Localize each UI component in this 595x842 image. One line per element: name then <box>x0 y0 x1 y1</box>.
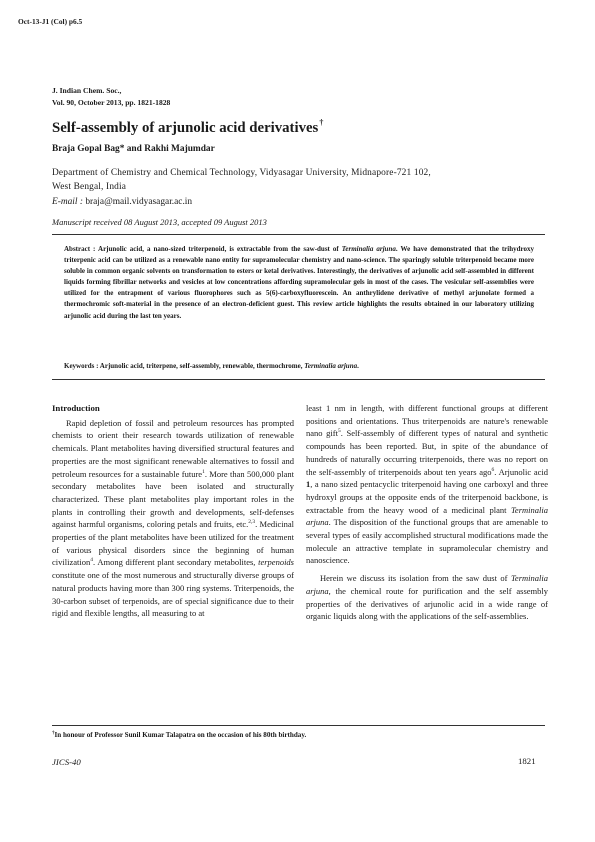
keywords-label: Keywords : <box>64 362 99 370</box>
email-address[interactable]: braja@mail.vidyasagar.ac.in <box>85 197 193 207</box>
keywords-text: Arjunolic acid, triterpene, self-assembly, renewable, thermochrome, <box>98 362 305 370</box>
keywords-species: Terminalia arjuna <box>304 362 358 370</box>
affiliation-line-2: West Bengal, India <box>52 182 127 192</box>
text-run: . Arjunolic acid <box>494 466 549 477</box>
term-terpenoids: terpenoids <box>258 557 294 568</box>
keywords <box>64 361 534 372</box>
footnote-dagger: † <box>52 731 55 736</box>
journal-volume: Vol. 90, October 2013, pp. 1821-1828 <box>52 97 171 107</box>
text-run: Herein we discuss its isolation from the saw dust of <box>320 573 511 584</box>
title-text: Self-assembly of arjunolic acid derivatives <box>52 120 319 136</box>
species-name: Terminalia arjuna <box>306 573 548 596</box>
affiliation <box>52 166 552 194</box>
species-name: Terminalia arjuna <box>306 504 548 528</box>
intro-paragraph-2 <box>306 572 548 623</box>
citation-ref: 4 <box>90 557 93 564</box>
citation-ref: 2,3 <box>248 519 256 526</box>
text-run: . Self-assembly of different types of natural and synthetic compounds has been reported. But, in spite of the abundance of hundreds of naturally occurring triterpenoids, there was no report on the self-assembly of triterpenoids about ten years ago <box>306 428 548 477</box>
intro-paragraph-1 <box>52 417 294 620</box>
text-run: Rapid depletion of fossil and petroleum resources has prompted chemists to orient their research towards utilization of renewable chemicals. Plant metabolites having diversified structural features and properties are the most significant renewable alternatives to fossil and petroleum resources for a sustainable future <box>52 417 294 479</box>
text-run: , the chemical route for purification and the self assembly properties of the derivatives of arjunolic acid in a wide range of organic liquids along with the applications of the self-assemblies. <box>306 585 548 622</box>
footnote-divider <box>52 725 545 726</box>
journal-citation <box>52 85 170 108</box>
text-run: . Medicinal properties of the plant metabolites have been utilized for the treatment of various physical disorders since the beginning of human civilization <box>52 519 295 568</box>
abstract-species: Terminalia arjuna <box>341 245 396 253</box>
journal-name: J. Indian Chem. Soc., <box>52 86 122 95</box>
compound-number: 1 <box>306 479 311 490</box>
abstract <box>64 244 534 322</box>
abstract-text-a: Arjunolic acid, a nano-sized triterpenoid, is extractable from the saw-dust of <box>95 245 342 253</box>
left-column <box>52 402 294 620</box>
affiliation-line-1: Department of Chemistry and Chemical Technology, Vidyasagar University, Midnapore-721 102, <box>52 168 431 178</box>
page-number: 1821 <box>518 756 536 766</box>
text-run: . Among different plant secondary metabolites, <box>93 557 259 568</box>
email-line <box>52 197 192 207</box>
text-run: . The disposition of the functional groups that are amenable to several types of easily accomplished structural modifications made the molecule an attractive template in supramolecular chemistry and nanoscience. <box>306 517 548 566</box>
text-run: constitute one of the most numerous and structurally diverse groups of natural products having more than 300 ring systems. Triterpenoids, the 30-carbon subset of terpenoids, are of special significance due to their rigid and flexible lengths, all measuring to at <box>52 570 294 619</box>
print-slug: Oct-13-J1 (Col) p6.5 <box>18 17 83 26</box>
text-run: . More than 500,000 plant secondary metabolites have been isolated and structurally characterized. These plant metabolites play important roles in the plants in controlling their growth and developments, self-defenses against harmful organisms, coloring petals and fruits, etc. <box>52 468 294 530</box>
authors: Braja Gopal Bag* and Rakhi Majumdar <box>52 144 215 154</box>
manuscript-dates: Manuscript received 08 August 2013, accepted 09 August 2013 <box>52 217 267 227</box>
citation-ref: 6 <box>491 466 495 473</box>
keywords-end: . <box>357 362 359 370</box>
journal-abbreviation: JICS-40 <box>52 757 81 767</box>
intro-paragraph-1-continued <box>306 402 548 567</box>
citation-ref: 5 <box>337 428 341 435</box>
title-dagger: † <box>319 118 324 127</box>
abstract-box <box>52 234 545 380</box>
citation-ref: 1 <box>202 468 205 475</box>
article-title <box>52 120 323 137</box>
section-heading-introduction: Introduction <box>52 403 100 413</box>
text-run: , a nano sized pentacyclic triterpenoid having one carboxyl and three hydroxyl groups at the opposite ends of the triterpenoid backbone, is extractable from the heavy wood of a medicinal plant <box>306 479 548 515</box>
footnote-text: In honour of Professor Sunil Kumar Talapatra on the occasion of his 80th birthday. <box>54 731 307 739</box>
text-run: least 1 nm in length, with different functional groups at different positions and orientations. Thus triterpenoids are nature's renewable nano gift <box>306 403 548 439</box>
footnote <box>52 731 306 739</box>
abstract-text-b: . We have demonstrated that the trihydroxy triterpenic acid can be utilized as a renewable nano entity for supramolecular chemistry and nano-science. The sparingly soluble triterpenoid became more soluble in common organic solvents on transformation to esters or ketal derivatives. Interestingly, the derivatives of arjunolic acid self-assembled in different liquids forming fibrillar networks and vesicles at low concentrations affording supramolecular gels in most of the cases. The vesicular self-assemblies were utilized for the entrapment of various fluorophores such as 5(6)-carboxyfluorescein. An anthrylidene derivative of methyl arjunolate formed a thermochromic soft-material in the presence of an electron-deficient guest. This review article highlights the results obtained in our laboratory utilizing arjunolic acid during the last ten years. <box>64 245 534 320</box>
email-label: E-mail : <box>52 197 83 207</box>
abstract-label: Abstract : <box>64 245 96 253</box>
right-column <box>306 402 548 623</box>
